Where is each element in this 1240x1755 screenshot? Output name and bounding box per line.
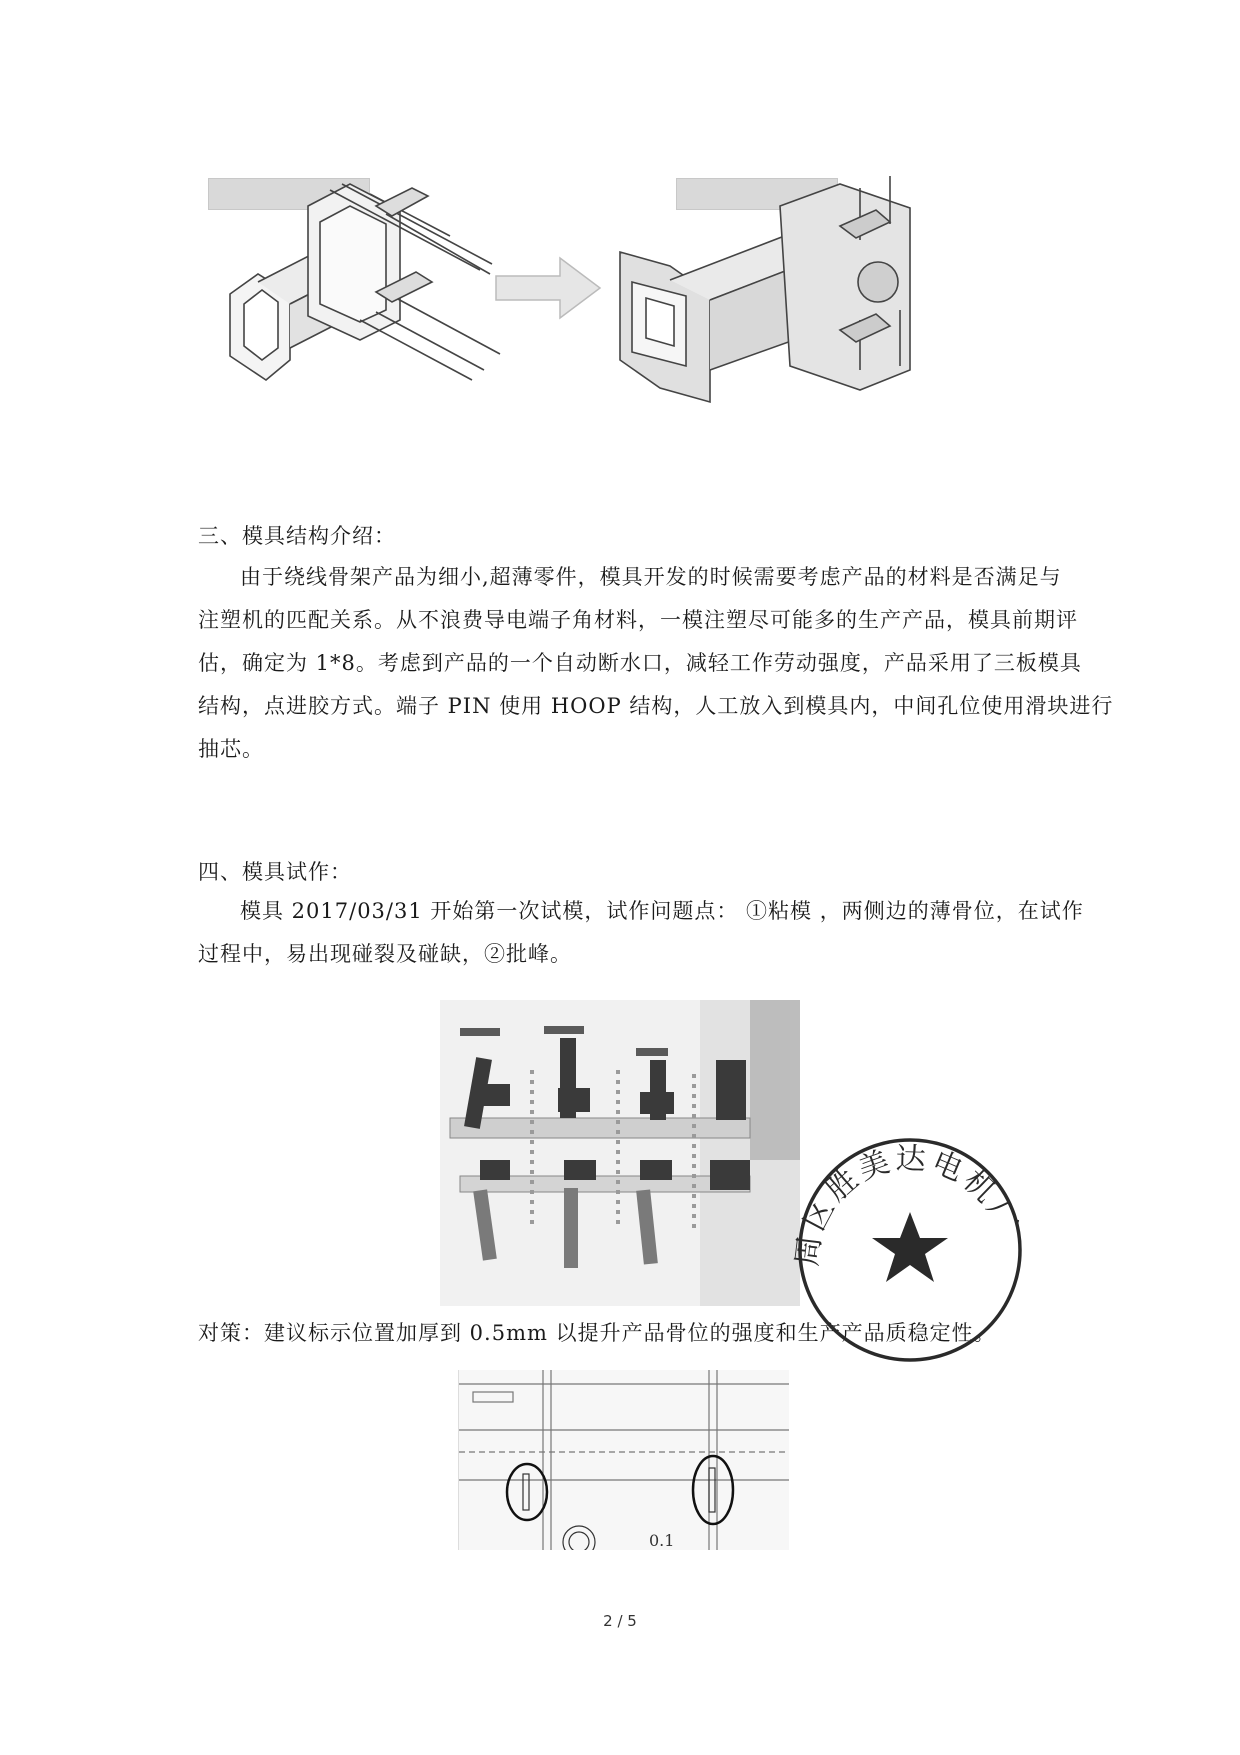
paragraph-line: 估，确定为 1*8。考虑到产品的一个自动断水口，减轻工作劳动强度，产品采用了三板模具 [198, 651, 1082, 675]
highlight-left [507, 1464, 547, 1520]
mold-photo [440, 1000, 800, 1306]
countermeasure-text: 对策：建议标示位置加厚到 0.5mm 以提升产品骨位的强度和生产产品质稳定性。 [198, 1321, 996, 1345]
star-icon [872, 1212, 948, 1282]
company-seal [790, 1130, 1030, 1370]
section3-heading: 三、模具结构介绍： [198, 524, 396, 548]
dimension-label: 0.1 [649, 1531, 675, 1550]
paragraph-line: 抽芯。 [198, 737, 264, 761]
svg-text:周区胜美达电机厂: 周区胜美达电机厂 [790, 1141, 1026, 1268]
top-figure [200, 170, 1050, 440]
arrow-right-icon [496, 258, 600, 318]
paragraph-line: 注塑机的匹配关系。从不浪费导电端子角材料，一模注塑尽可能多的生产产品，模具前期评 [198, 608, 1078, 632]
section4-heading: 四、模具试作： [198, 860, 352, 884]
paragraph-line: 模具 2017/03/31 开始第一次试模，试作问题点： ①粘模 ，两侧边的薄骨位，在试作 [240, 899, 1084, 923]
bobbin-diagram [200, 170, 1050, 440]
paragraph-line: 由于绕线骨架产品为细小,超薄零件，模具开发的时候需要考虑产品的材料是否满足与 [240, 565, 1062, 589]
section4-body [198, 890, 1084, 976]
paragraph-line: 结构，点进胶方式。端子 PIN 使用 HOOP 结构，人工放入到模具内，中间孔位使用滑块进行 [198, 694, 1114, 718]
page-number: 2 / 5 [603, 1612, 637, 1630]
paragraph-line: 过程中，易出现碰裂及碰缺，②批峰。 [198, 942, 572, 966]
section3-body [198, 556, 1114, 771]
highlight-right [693, 1456, 733, 1524]
drawing-snippet [458, 1370, 789, 1550]
